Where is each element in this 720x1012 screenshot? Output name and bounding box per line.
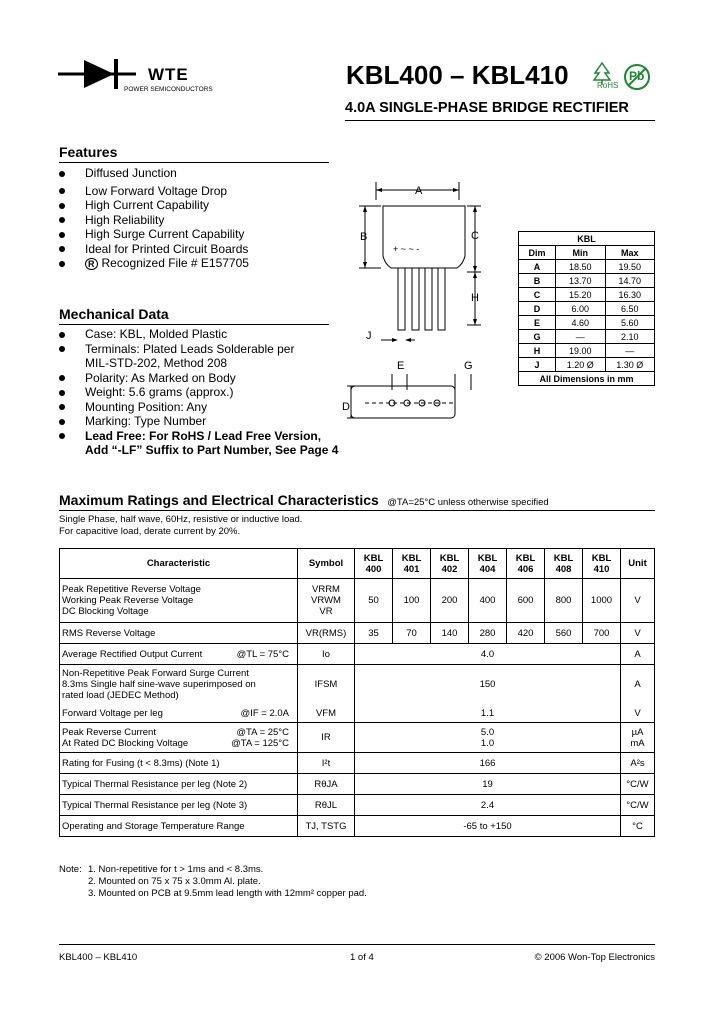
list-item: Ideal for Printed Circuit Boards xyxy=(59,242,329,257)
table-row: G — 2.10 xyxy=(519,330,655,344)
col-part: KBL 410 xyxy=(583,549,621,579)
list-item: Terminals: Plated Leads Solderable per xyxy=(59,342,359,357)
rohs-label: RoHS xyxy=(597,81,619,90)
dim-label-b: B xyxy=(360,231,368,243)
table-row: E 4.60 5.60 xyxy=(519,316,655,330)
note-item: 1. Non-repetitive for t > 1ms and < 8.3ms. xyxy=(88,864,264,875)
list-item: Polarity: As Marked on Body xyxy=(59,371,359,386)
list-item: Mounting Position: Any xyxy=(59,400,359,415)
bullet-icon xyxy=(59,390,65,396)
table-row: D 6.00 6.50 xyxy=(519,302,655,316)
bullet-icon xyxy=(59,232,65,238)
col-part: KBL 406 xyxy=(507,549,545,579)
footer-copyright: © 2006 Won-Top Electronics xyxy=(534,952,655,963)
ratings-note-2: For capacitive load, derate current by 20%. xyxy=(59,526,241,537)
dim-col-header: Dim xyxy=(519,246,556,260)
bullet-icon xyxy=(59,246,65,252)
col-part: KBL 401 xyxy=(393,549,431,579)
dim-col-header: Max xyxy=(605,246,655,260)
lead xyxy=(425,268,432,330)
ratings-rule xyxy=(59,510,655,511)
bullet-icon xyxy=(59,375,65,381)
ratings-condition: @TA=25°C unless otherwise specified xyxy=(387,497,549,508)
table-row: Peak Reverse Current @TA = 25°C At Rated DC Blocking Voltage @TA = 125°C IR 5.0 1.0 µA mA xyxy=(60,723,655,753)
table-row: Non-Repetitive Peak Forward Surge Current 8.3ms Single half sine-wave superimposed on rated load (JEDEC Method) IFSM 150 A xyxy=(60,665,655,705)
table-row: B 13.70 14.70 xyxy=(519,274,655,288)
polarity-marking: + ~ ~ - xyxy=(393,244,420,254)
mechanical-heading: Mechanical Data xyxy=(59,306,169,322)
table-row: J 1.20 Ø 1.30 Ø xyxy=(519,358,655,372)
dim-label-a: A xyxy=(415,185,423,197)
bullet-icon xyxy=(59,217,65,223)
table-row: Typical Thermal Resistance per leg (Note 2) RθJA 19 °C/W xyxy=(60,774,655,795)
title-rule xyxy=(345,120,655,121)
col-part: KBL 402 xyxy=(431,549,469,579)
list-item: Diffused Junction xyxy=(59,166,329,181)
ratings-heading-line xyxy=(59,492,549,510)
lead xyxy=(412,268,419,330)
list-item: Marking: Type Number xyxy=(59,414,359,429)
logo-name: WTE xyxy=(148,65,189,84)
mechanical-list xyxy=(59,327,359,458)
dim-label-d: D xyxy=(342,401,350,413)
logo-tagline: POWER SEMICONDUCTORS xyxy=(124,86,213,93)
lead xyxy=(438,268,445,330)
list-item: MIL-STD-202, Method 208 xyxy=(85,356,228,370)
note-item: 2. Mounted on 75 x 75 x 3.0mm Al. plate. xyxy=(88,876,261,887)
dim-col-header: Min xyxy=(556,246,606,260)
bullet-icon xyxy=(59,171,65,177)
bullet-icon xyxy=(59,188,65,194)
table-row: C 15.20 16.30 xyxy=(519,288,655,302)
table-row: Average Rectified Output Current @TL = 75°C Io 4.0 A xyxy=(60,644,655,665)
table-row: Rating for Fusing (t < 8.3ms) (Note 1) I²t 166 A²s xyxy=(60,753,655,774)
package-diagram xyxy=(342,180,495,435)
table-row: Operating and Storage Temperature Range TJ, TSTG -65 to +150 °C xyxy=(60,816,655,837)
table-row: RMS Reverse Voltage VR(RMS) 35 70 140 280 420 560 700 V xyxy=(60,623,655,644)
table-row: H 19.00 — xyxy=(519,344,655,358)
col-symbol: Symbol xyxy=(298,549,355,579)
mechanical-rule xyxy=(59,324,329,325)
footer-left: KBL400 – KBL410 xyxy=(59,952,138,963)
col-characteristic: Characteristic xyxy=(60,549,298,579)
features-rule xyxy=(59,162,329,163)
package-body xyxy=(383,206,465,268)
features-heading: Features xyxy=(59,144,118,160)
ul-mark-icon: R xyxy=(85,258,98,270)
list-item: R Recognized File # E157705 xyxy=(59,256,329,271)
list-item: Lead Free: For RoHS / Lead Free Version, xyxy=(59,429,359,444)
lead-free-badge xyxy=(622,62,652,92)
page-title: KBL400 – KBL410 xyxy=(346,60,569,90)
list-item: High Current Capability xyxy=(59,198,329,213)
ratings-note-1: Single Phase, half wave, 60Hz, resistive or inductive load. xyxy=(59,514,303,525)
table-row: Forward Voltage per leg @IF = 2.0A VFM 1.1 V xyxy=(60,705,655,723)
list-item: High Surge Current Capability xyxy=(59,227,329,242)
col-unit: Unit xyxy=(621,549,655,579)
ratings-heading: Maximum Ratings and Electrical Characteristics xyxy=(59,492,379,508)
dim-label-e: E xyxy=(397,360,405,372)
footer-rule xyxy=(59,944,655,945)
dim-label-c: C xyxy=(471,230,479,242)
dim-label-j: J xyxy=(366,330,372,342)
bullet-icon xyxy=(59,332,65,338)
bullet-icon xyxy=(59,419,65,425)
notes-label: Note: xyxy=(59,864,82,875)
list-item: Add “-LF” Suffix to Part Number, See Page 4 xyxy=(85,443,339,457)
dim-table-footer: All Dimensions in mm xyxy=(519,372,655,386)
table-row: Typical Thermal Resistance per leg (Note 3) RθJL 2.4 °C/W xyxy=(60,795,655,816)
col-part: KBL 408 xyxy=(545,549,583,579)
list-item: Case: KBL, Molded Plastic xyxy=(59,327,359,342)
dimensions-table xyxy=(518,231,655,386)
logo xyxy=(58,57,218,97)
table-row: A 18.50 19.50 xyxy=(519,260,655,274)
list-item: High Reliability xyxy=(59,213,329,228)
footer-page-number: 1 of 4 xyxy=(350,952,374,963)
lead xyxy=(398,268,405,330)
ratings-table xyxy=(59,548,655,837)
col-part: KBL 400 xyxy=(355,549,393,579)
dim-label-h: H xyxy=(471,292,479,304)
note-item: 3. Mounted on PCB at 9.5mm lead length with 12mm² copper pad. xyxy=(88,888,367,899)
bullet-icon xyxy=(59,404,65,410)
dim-table-package: KBL xyxy=(519,232,655,246)
page-subtitle: 4.0A SINGLE-PHASE BRIDGE RECTIFIER xyxy=(345,100,629,116)
pb-label: Pb xyxy=(629,69,645,83)
rohs-badge xyxy=(588,62,622,92)
table-row: Peak Repetitive Reverse Voltage Working Peak Reverse Voltage DC Blocking Voltage VRRM VRWM VR 50 100 200 400 600 800 1000 V xyxy=(60,579,655,623)
list-item: Weight: 5.6 grams (approx.) xyxy=(59,385,359,400)
bullet-icon xyxy=(59,433,65,439)
list-item: Low Forward Voltage Drop xyxy=(59,184,329,199)
bullet-icon xyxy=(59,261,65,267)
bullet-icon xyxy=(59,346,65,352)
bullet-icon xyxy=(59,203,65,209)
col-part: KBL 404 xyxy=(469,549,507,579)
dim-label-g: G xyxy=(464,360,473,372)
features-list xyxy=(59,166,329,271)
